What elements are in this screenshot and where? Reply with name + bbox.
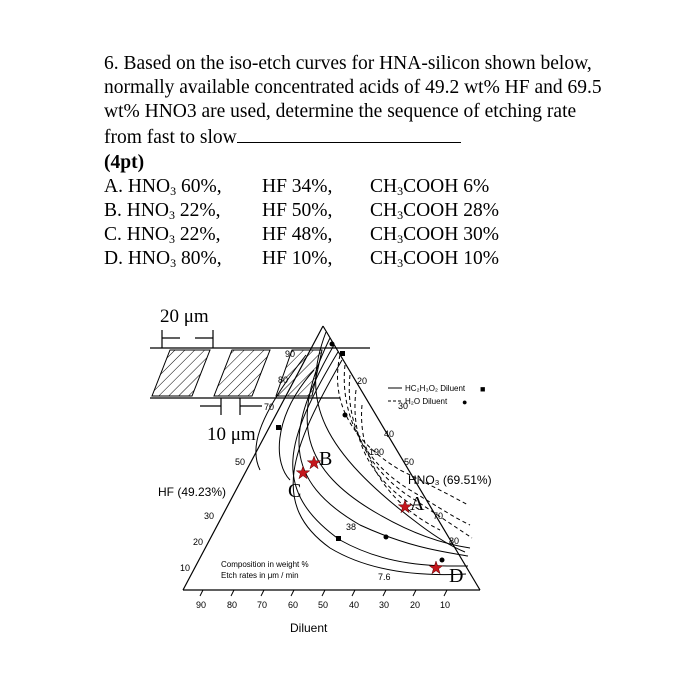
option-hno3: 60%, — [180, 176, 222, 197]
svg-text:50: 50 — [235, 457, 246, 467]
point-label-c: C — [288, 480, 302, 502]
svg-text:90: 90 — [285, 349, 296, 359]
bottom-tick: 70 — [257, 600, 268, 610]
svg-text:10: 10 — [180, 563, 191, 573]
bottom-tick: 40 — [349, 600, 360, 610]
legend-dot-icon: ● — [462, 397, 468, 407]
option-hf: HF 50%, — [262, 200, 333, 221]
option-letter: A. — [104, 176, 123, 197]
svg-text:70: 70 — [264, 402, 275, 412]
svg-text:40: 40 — [384, 429, 395, 439]
curve-label: 20 — [357, 376, 368, 386]
bottom-axis-ticks — [200, 590, 447, 596]
water-marker — [343, 413, 348, 418]
option-ch3cooh: 6% — [463, 176, 490, 197]
option-letter: D. — [104, 248, 123, 269]
point-label-b: B — [319, 448, 333, 470]
question-body: Based on the iso-etch curves for HNA-silicon shown below, normally available concentrated acids of 49.2 wt% HF and 69.5 wt% HNO3 are used, determine the sequence of etching rate from fast to slow — [104, 53, 602, 148]
svg-text:30: 30 — [204, 511, 215, 521]
svg-text:50: 50 — [404, 457, 415, 467]
option-a: A. $HNO_3$ 60%, HF 34%, $CH_3COOH$ 6% — [104, 176, 490, 198]
svg-text:30: 30 — [398, 401, 409, 411]
question-number: 6. — [104, 53, 119, 74]
option-hno3: 80%, — [180, 248, 222, 269]
option-ch3cooh: 28% — [463, 200, 499, 221]
bottom-tick: 90 — [196, 600, 207, 610]
water-marker — [330, 342, 335, 347]
legend-square-icon: ■ — [480, 384, 486, 394]
bottom-tick: 30 — [379, 600, 390, 610]
bottom-tick: 80 — [227, 600, 238, 610]
scale-bottom-label: 10 μm — [207, 424, 256, 445]
option-hf: HF 48%, — [262, 224, 333, 245]
etch-profile — [150, 306, 370, 445]
point-label-d: D — [449, 565, 464, 587]
acetic-marker — [336, 536, 341, 541]
option-b: B. $HNO_3$ 22%, HF 50%, $CH_3COOH$ 28% — [104, 200, 499, 222]
etch-rate-note: Etch rates in μm / min — [221, 571, 299, 580]
option-hf: HF 34%, — [262, 176, 333, 197]
option-hno3: 22%, — [179, 200, 221, 221]
svg-text:20: 20 — [193, 537, 204, 547]
bottom-tick: 10 — [440, 600, 451, 610]
water-marker — [440, 558, 445, 563]
star-d-icon — [429, 561, 442, 574]
option-c: C. $HNO_3$ 22%, HF 48%, $CH_3COOH$ 30% — [104, 224, 499, 246]
option-hf: HF 10%, — [262, 248, 333, 269]
scale-top-label: 20 μm — [160, 306, 209, 327]
svg-text:80: 80 — [278, 375, 289, 385]
bottom-tick: 60 — [288, 600, 299, 610]
bottom-tick: 20 — [410, 600, 421, 610]
legend-acetic: HC₂H₃O₂ Diluent — [405, 384, 466, 393]
option-letter: C. — [104, 224, 122, 245]
bottom-tick: 50 — [318, 600, 329, 610]
curve-label: 38 — [346, 522, 357, 532]
option-hno3: 22%, — [179, 224, 221, 245]
point-label-a: A — [410, 493, 425, 515]
water-marker — [384, 535, 389, 540]
hf-axis-label: HF (49.23%) — [158, 485, 227, 499]
option-d: D. $HNO_3$ 80%, HF 10%, $CH_3COOH$ 10% — [104, 248, 499, 270]
svg-text:80: 80 — [449, 536, 460, 546]
svg-text:70: 70 — [433, 511, 444, 521]
option-letter: B. — [104, 200, 122, 221]
hno3-axis-label: HNO₃ (69.51%) — [408, 473, 492, 487]
acetic-marker — [340, 351, 345, 356]
option-ch3cooh: 30% — [463, 224, 499, 245]
curve-label: 190 — [369, 447, 385, 457]
acetic-marker — [276, 425, 281, 430]
composition-note: Composition in weight % — [221, 560, 309, 569]
diluent-axis-label: Diluent — [290, 621, 328, 635]
curve-label: 7.6 — [378, 572, 391, 582]
legend-water: H₂O Diluent — [405, 397, 448, 406]
option-ch3cooh: 10% — [463, 248, 499, 269]
points-label: (4pt) — [104, 152, 145, 173]
